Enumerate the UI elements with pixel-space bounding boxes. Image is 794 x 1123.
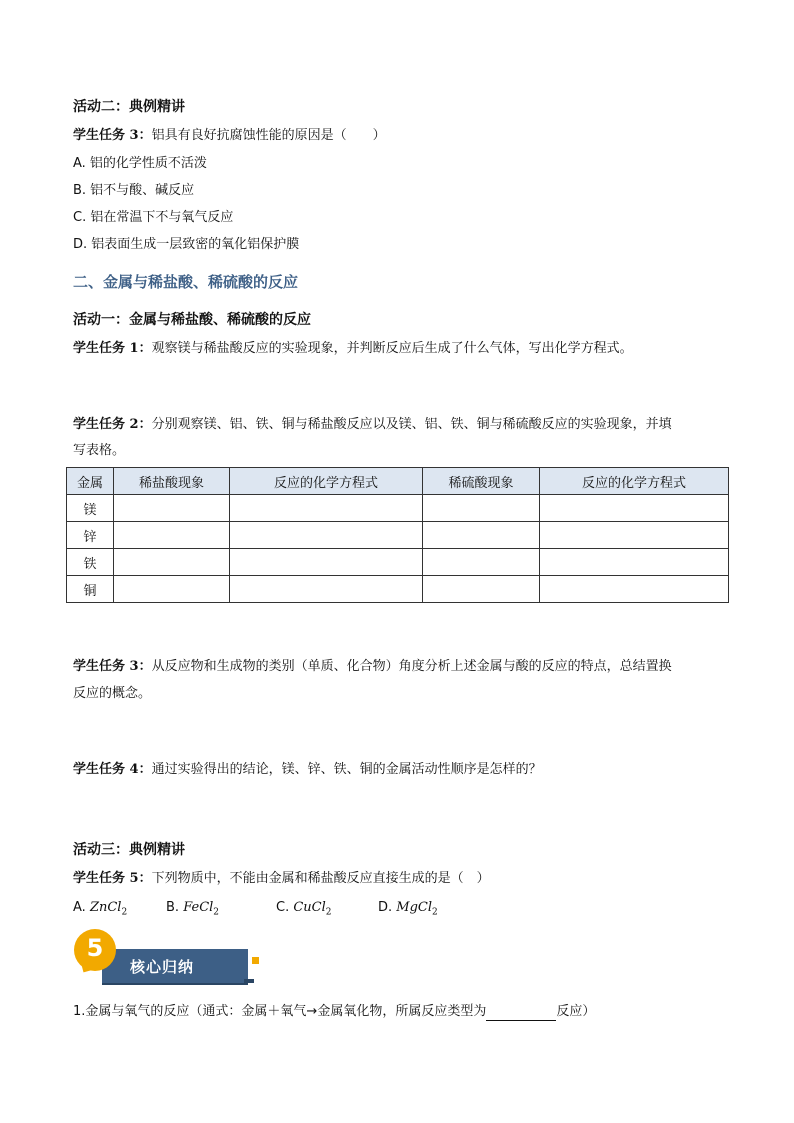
task-text: 通过实验得出的结论，镁、锌、铁、铜的金属活动性顺序是怎样的？ [151, 762, 542, 777]
answer-cell[interactable] [423, 495, 540, 522]
metal-acid-table [66, 467, 729, 603]
formula-subscript: 2 [121, 907, 128, 918]
metal-cell: 铁 [67, 549, 114, 576]
activity1-heading: 活动一：金属与稀盐酸、稀硫酸的反应 [73, 312, 311, 328]
header-h2so4-phenomenon: 稀硫酸现象 [423, 468, 540, 495]
answer-cell[interactable] [230, 576, 423, 603]
formula-text: ZnCl [89, 900, 122, 915]
answer-cell[interactable] [114, 495, 230, 522]
arrow-icon: → [306, 1004, 318, 1019]
task-text: 分别观察镁、铝、铁、铜与稀盐酸反应以及镁、铝、铁、铜与稀硫酸反应的实验现象，并填 [151, 417, 672, 432]
option-letter: D. [378, 900, 397, 915]
task3-line1 [73, 658, 672, 676]
task-text: 观察镁与稀盐酸反应的实验现象，并判断反应后生成了什么气体，写出化学方程式。 [151, 341, 633, 356]
summary-badge [74, 929, 264, 987]
option-a: A. 铝的化学性质不活泼 [73, 156, 207, 171]
badge-accent [244, 979, 254, 983]
option-c: C. 铝在常温下不与氧气反应 [73, 210, 234, 225]
table-row [67, 495, 729, 522]
answer-cell[interactable] [540, 549, 729, 576]
task-label: 学生任务 4： [73, 762, 152, 777]
formula [89, 900, 128, 918]
header-h2so4-equation: 反应的化学方程式 [540, 468, 729, 495]
table-row [67, 549, 729, 576]
task3-question [73, 127, 386, 145]
task-label: 学生任务 3： [73, 659, 152, 674]
option-d [378, 899, 438, 922]
formula [293, 900, 332, 918]
task2-line2: 写表格。 [73, 443, 126, 458]
task-label: 学生任务 5： [73, 871, 152, 886]
formula-subscript: 2 [213, 907, 220, 918]
metal-cell: 镁 [67, 495, 114, 522]
activity2-heading: 活动二：典例精讲 [73, 99, 185, 115]
option-letter: B. [166, 900, 184, 915]
badge-square [252, 957, 259, 964]
summary-text: 1.金属与氧气的反应（通式：金属＋氧气 [73, 1004, 307, 1019]
task3-line2: 反应的概念。 [73, 686, 152, 701]
formula [183, 900, 220, 918]
formula-text: FeCl [183, 900, 214, 915]
metal-cell: 铜 [67, 576, 114, 603]
task5 [73, 870, 490, 888]
answer-cell[interactable] [230, 522, 423, 549]
option-a [73, 899, 127, 922]
badge-number-circle [74, 929, 116, 971]
table-row [67, 522, 729, 549]
formula-subscript: 2 [325, 907, 332, 918]
answer-cell[interactable] [114, 522, 230, 549]
task-label: 学生任务 3： [73, 128, 152, 143]
task-label: 学生任务 1： [73, 341, 152, 356]
answer-cell[interactable] [114, 576, 230, 603]
task-label: 学生任务 2： [73, 417, 152, 432]
header-hcl-phenomenon: 稀盐酸现象 [114, 468, 230, 495]
summary-item-1 [73, 1003, 595, 1021]
badge-number: 5 [86, 934, 104, 962]
header-hcl-equation: 反应的化学方程式 [230, 468, 423, 495]
formula-text: MgCl [396, 900, 433, 915]
option-d: D. 铝表面生成一层致密的氧化铝保护膜 [73, 237, 300, 252]
answer-cell[interactable] [423, 576, 540, 603]
answer-blank[interactable] [486, 1006, 556, 1021]
option-b [166, 899, 219, 922]
task-text: 下列物质中，不能由金属和稀盐酸反应直接生成的是（ ） [151, 871, 490, 886]
header-metal: 金属 [67, 468, 114, 495]
answer-cell[interactable] [540, 522, 729, 549]
table-header-row [67, 468, 729, 495]
section-heading: 二、金属与稀盐酸、稀硫酸的反应 [73, 273, 299, 291]
question-text: 铝具有良好抗腐蚀性能的原因是（ ） [151, 128, 386, 143]
answer-cell[interactable] [230, 495, 423, 522]
metal-cell: 锌 [67, 522, 114, 549]
summary-text: 金属氧化物，所属反应类型为 [317, 1004, 487, 1019]
badge-title: 核心归纳 [130, 958, 195, 976]
task-text: 从反应物和生成物的类别（单质、化合物）角度分析上述金属与酸的反应的特点，总结置换 [151, 659, 672, 674]
option-b: B. 铝不与酸、碱反应 [73, 183, 195, 198]
option-letter: C. [276, 900, 294, 915]
answer-cell[interactable] [114, 549, 230, 576]
answer-cell[interactable] [423, 549, 540, 576]
table-row [67, 576, 729, 603]
summary-text: 反应） [556, 1004, 596, 1019]
badge-banner [102, 949, 248, 983]
formula [396, 900, 438, 918]
option-c [276, 899, 332, 922]
formula-subscript: 2 [432, 907, 438, 918]
task2-line1 [73, 416, 672, 434]
answer-cell[interactable] [423, 522, 540, 549]
option-letter: A. [73, 900, 90, 915]
answer-cell[interactable] [230, 549, 423, 576]
activity3-heading: 活动三：典例精讲 [73, 842, 185, 858]
answer-cell[interactable] [540, 576, 729, 603]
formula-text: CuCl [293, 900, 326, 915]
task1 [73, 340, 633, 358]
answer-cell[interactable] [540, 495, 729, 522]
task4 [73, 761, 542, 779]
